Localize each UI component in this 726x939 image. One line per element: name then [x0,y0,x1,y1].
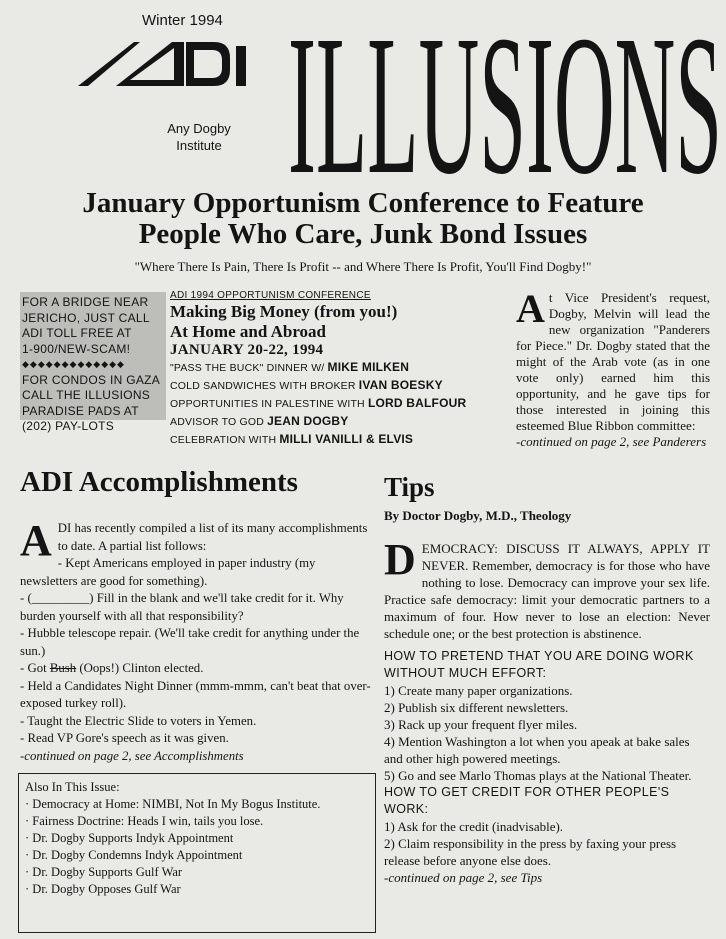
masthead-title [288,4,724,182]
list-item: - Taught the Electric Slide to voters in Yemen. [20,713,257,728]
vp-continued: -continued on page 2, see Panderers [516,434,707,449]
conference-label: ADI 1994 OPPORTUNISM CONFERENCE [170,290,371,301]
event-text: "PASS THE BUCK" DINNER W/ [170,362,328,374]
got-pre: - Got [20,661,50,675]
also-item: · Dr. Dogby Supports Indyk Appointment [25,831,234,845]
list-item: 4) Mention Washington a lot when you apeak at bake sales and other high powered meetings. [384,734,690,766]
conference-listing [170,290,508,449]
list-item: - (_________) Fill in the blank and we'll take credit for it. Why burden yourself with all that responsibility? [20,591,344,623]
vp-dropcap: A [516,286,545,331]
conference-title-2: At Home and Abroad [170,322,327,341]
accomplishments-body [20,516,372,765]
event-item [170,431,508,449]
list-item: 2) Claim responsibility in the press by faxing your press release before anyone else does. [384,836,677,868]
list-item: 5) Go and see Marlo Thomas plays at the National Theater. [384,768,692,783]
list-item: - Hubble telescope repair. (We'll take credit for anything under the sun.) [20,626,360,658]
struck-word: Bush [49,661,77,675]
adi-logo-icon [78,42,248,86]
ad-line: (202) PAY-LOTS [22,419,115,433]
event-item [170,395,508,413]
tips-section-heading: HOW TO GET CREDIT FOR OTHER PEOPLE'S WORK: [384,785,670,816]
accomplishments-dropcap: A [20,516,52,565]
list-item: - Kept Americans employed in paper industry (my newsletters are good for something). [20,556,316,588]
institute-line-1: Any Dogby [167,121,231,136]
ad-line: JERICHO, JUST CALL [22,310,150,325]
ad-line: FOR A BRIDGE NEAR [22,295,149,309]
also-item: · Fairness Doctrine: Heads I win, tails you lose. [25,814,264,828]
event-item [170,359,508,377]
issue-season: Winter 1994 [142,12,223,29]
accomplishments-heading: ADI Accomplishments [20,466,298,498]
tips-section-heading: HOW TO PRETEND THAT YOU ARE DOING WORK WITHOUT MUCH EFFORT: [384,649,694,680]
tips-dropcap: D [384,535,416,584]
list-item: 1) Ask for the credit (inadvisable). [384,819,564,834]
tips-body [384,535,710,886]
institute-name [144,120,254,154]
list-item: 2) Publish six different newsletters. [384,700,569,715]
tagline: "Where There Is Pain, There Is Profit -- and Where There Is Profit, You'll Find Dogby!" [134,259,592,274]
institute-line-2: Institute [176,138,222,153]
conference-title-1: Making Big Money (from you!) [170,302,398,321]
event-guest: IVAN BOESKY [358,378,443,392]
list-item: - Held a Candidates Night Dinner (mmm-mmm, can't beat that over-exposed turkey roll). [20,678,371,710]
tips-heading: Tips [384,472,435,502]
also-item: · Dr. Dogby Condemns Indyk Appointment [25,848,243,862]
ad-box-text [20,292,166,438]
event-guest: MILLI VANILLI & ELVIS [279,432,414,446]
also-item: · Democracy at Home: NIMBI, Not In My Bogus Institute. [25,797,321,811]
vp-story-text: t Vice President's request, Dogby, Melvin will lead the new organization "Panderers for Piece." Dr. Dogby stated that the might of the Arab vote (as in one vote only) earned him this opportunity, and he gave tips for those interested in joining this esteemed Blue Ribbon committee: [516,290,710,433]
list-item: 3) Rack up your frequent flyer miles. [384,717,578,732]
event-guest: LORD BALFOUR [367,396,467,410]
ad-line: CALL THE ILLUSIONS [22,388,151,402]
tips-byline: By Doctor Dogby, M.D., Theology [384,508,572,523]
tips-intro: EMOCRACY: DISCUSS IT ALWAYS, APPLY IT NEVER. Remember, democracy is for those who have nothing to lose. Democracy can improve your sex life. Practice safe democracy: limit your democratic partners to a maximum of four. How never to lose an election: Never schedule one; or the best protection is abstinence. [384,541,710,641]
ad-line: 1-900/NEW-SCAM! [22,341,131,356]
event-text: ADVISOR TO GOD [170,416,268,428]
event-text: COLD SANDWICHES WITH BROKER [170,380,359,392]
also-in-this-issue-box [18,773,376,933]
list-item [20,660,372,678]
also-item: · Dr. Dogby Supports Gulf War [25,865,183,879]
masthead-title-text: ILLUSIONS [288,4,722,182]
ad-line: FOR CONDOS IN GAZA [22,372,161,387]
event-text: OPPORTUNITIES IN PALESTINE WITH [170,398,368,410]
got-post: (Oops!) Clinton elected. [76,661,204,675]
event-guest: JEAN DOGBY [267,414,349,428]
also-item: · Dr. Dogby Opposes Gulf War [25,882,181,896]
vp-story [516,286,710,450]
conference-dates: JANUARY 20-22, 1994 [170,342,324,358]
list-item: - Read VP Gore's speech as it was given. [20,731,229,745]
event-item [170,413,508,431]
accomplishments-continued: -continued on page 2, see Accomplishments [20,748,244,763]
event-guest: MIKE MILKEN [327,360,410,374]
headline-line-2: People Who Care, Junk Bond Issues [138,218,588,250]
main-headline [20,188,706,250]
event-text: CELEBRATION WITH [170,434,280,446]
ad-line: PARADISE PADS AT [22,403,139,418]
ad-box-shaded [20,292,166,433]
accomplishments-intro: DI has recently compiled a list of its many accomplishments to date. A partial list follows: [57,521,368,553]
headline-line-1: January Opportunism Conference to Feature [82,187,644,219]
event-item [170,377,508,395]
list-item: 1) Create many paper organizations. [384,683,573,698]
tips-continued: -continued on page 2, see Tips [384,870,543,885]
also-heading: Also In This Issue: [25,780,120,794]
ad-divider: ◆◆◆◆◆◆◆◆◆◆◆◆◆ [22,359,125,369]
ad-line: ADI TOLL FREE AT [22,326,132,340]
